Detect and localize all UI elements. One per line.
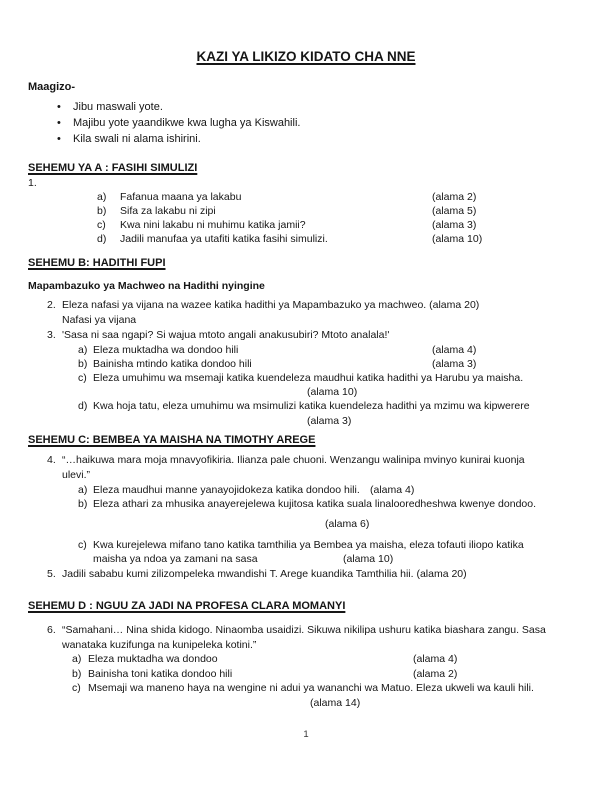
question-3b: b) Bainisha mtindo katika dondoo hili (alama 3) [78,358,477,370]
question-6a: a) Eleza muktadha wa dondoo (alama 4) [72,653,458,665]
marks: (alama 5) [432,205,477,217]
page-title [0,48,612,65]
question-4-quote-line2: ulevi.” [62,469,91,481]
question-4-quote-line1: 4. “…haikuwa mara moja mnavyofikiria. Ilianza pale chuoni. Wenzangu walinipa mvinyo kunirai kuonja [47,454,525,466]
section-b-heading: SEHEMU B: HADITHI FUPI [28,257,166,269]
marks: (alama 2) [432,191,477,203]
question-3c-marks [28,385,584,399]
marks: (alama 10) [343,553,394,565]
question-1-number: 1. [28,177,37,189]
question-6b: b) Bainisha toni katika dondoo hili (alama 2) [72,668,458,680]
question-2-line1: 2. Eleza nafasi ya vijana na wazee katika hadithi ya Mapambazuko ya machweo. (alama 20) [47,299,480,311]
marks: (alama 3) [432,358,477,370]
marks: (alama 6) [325,518,370,530]
marks: (alama 4) [432,344,477,356]
question-3d: d) Kwa hoja tatu, eleza umuhimu wa msimulizi katika kuendeleza hadithi ya mzimu wa kipwerere [78,400,530,412]
question-6c-marks [28,696,584,710]
marks: (alama 3) [432,219,477,231]
instruction-bullet-1: • Jibu maswali yote. [57,101,163,113]
question-3a: a) Eleza muktadha wa dondoo hili (alama 4) [78,344,477,356]
marks: (alama 14) [310,697,361,709]
instruction-bullet-2: • Majibu yote yaandikwe kwa lugha ya Kiswahili. [57,117,301,129]
marks: (alama 3) [307,415,352,427]
question-4c-line2: maisha ya ndoa ya zamani na sasa (alama 10) [93,553,394,565]
question-1a: a) Fafanua maana ya lakabu (alama 2) [97,191,477,203]
question-3-quote: 3. 'Sasa ni saa ngapi? Si wajua mtoto angali anakusubiri? Mtoto analala!' [47,329,390,341]
question-6-quote-line1: 6. “Samahani… Nina shida kidogo. Ninaomba usaidizi. Sikuwa nikilipa ushuru katika biashara zangu. Sasa [47,624,546,636]
bullet-icon: • [57,133,61,145]
question-2-line2: Nafasi ya vijana [62,314,137,326]
question-1b: b) Sifa za lakabu ni zipi (alama 5) [97,205,477,217]
question-4b: b) Eleza athari za mhusika anayerejelewa kujitosa katika suala linalooredheshwa kwenye dondoo. [78,498,537,510]
question-4a: a) Eleza maudhui manne yanayojidokeza katika dondoo hili. (alama 4) [78,484,415,496]
question-5: 5. Jadili sababu kumi zilizompeleka mwandishi T. Arege kuandika Tamthilia hii. (alama 20) [47,568,467,580]
bullet-icon: • [57,117,61,129]
marks: (alama 4) [370,484,415,496]
marks: (alama 2) [413,668,458,680]
question-1c: c) Kwa nini lakabu ni muhimu katika jamii? (alama 3) [97,219,477,231]
section-a-heading: SEHEMU YA A : FASIHI SIMULIZI [28,162,198,174]
question-4b-marks [28,517,584,531]
bullet-icon: • [57,101,61,113]
marks: (alama 10) [432,233,483,245]
section-c-heading: SEHEMU C: BEMBEA YA MAISHA NA TIMOTHY AREGE [28,434,316,446]
question-4c-line1: c) Kwa kurejelewa mifano tano katika tamthilia ya Bembea ya maisha, eleza tofauti iliopo katika [78,539,524,551]
page-title-text: KAZI YA LIKIZO KIDATO CHA NNE [196,49,416,64]
question-3c: c) Eleza umuhimu wa msemaji katika kuendeleza maudhui katika hadithi ya Harubu ya maisha. [78,372,524,384]
question-6-quote-line2: wanataka kuzifunga na kunipeleka kotini.” [62,639,257,651]
marks: (alama 4) [413,653,458,665]
question-3d-marks [28,414,584,428]
question-1d: d) Jadili manufaa ya utafiti katika fasihi simulizi. (alama 10) [97,233,483,245]
instruction-bullet-3: • Kila swali ni alama ishirini. [57,133,201,145]
page-number: 1 [303,729,309,740]
marks: (alama 10) [307,386,358,398]
question-6c: c) Msemaji wa maneno haya na wengine ni adui ya wananchi wa Matuo. Eleza ukweli wa kauli hili. [72,682,534,694]
section-d-heading: SEHEMU D : NGUU ZA JADI NA PROFESA CLARA MOMANYI [28,600,346,612]
section-b-subheading: Mapambazuko ya Machweo na Hadithi nyingine [28,280,265,292]
instructions-heading: Maagizo- [28,81,76,93]
